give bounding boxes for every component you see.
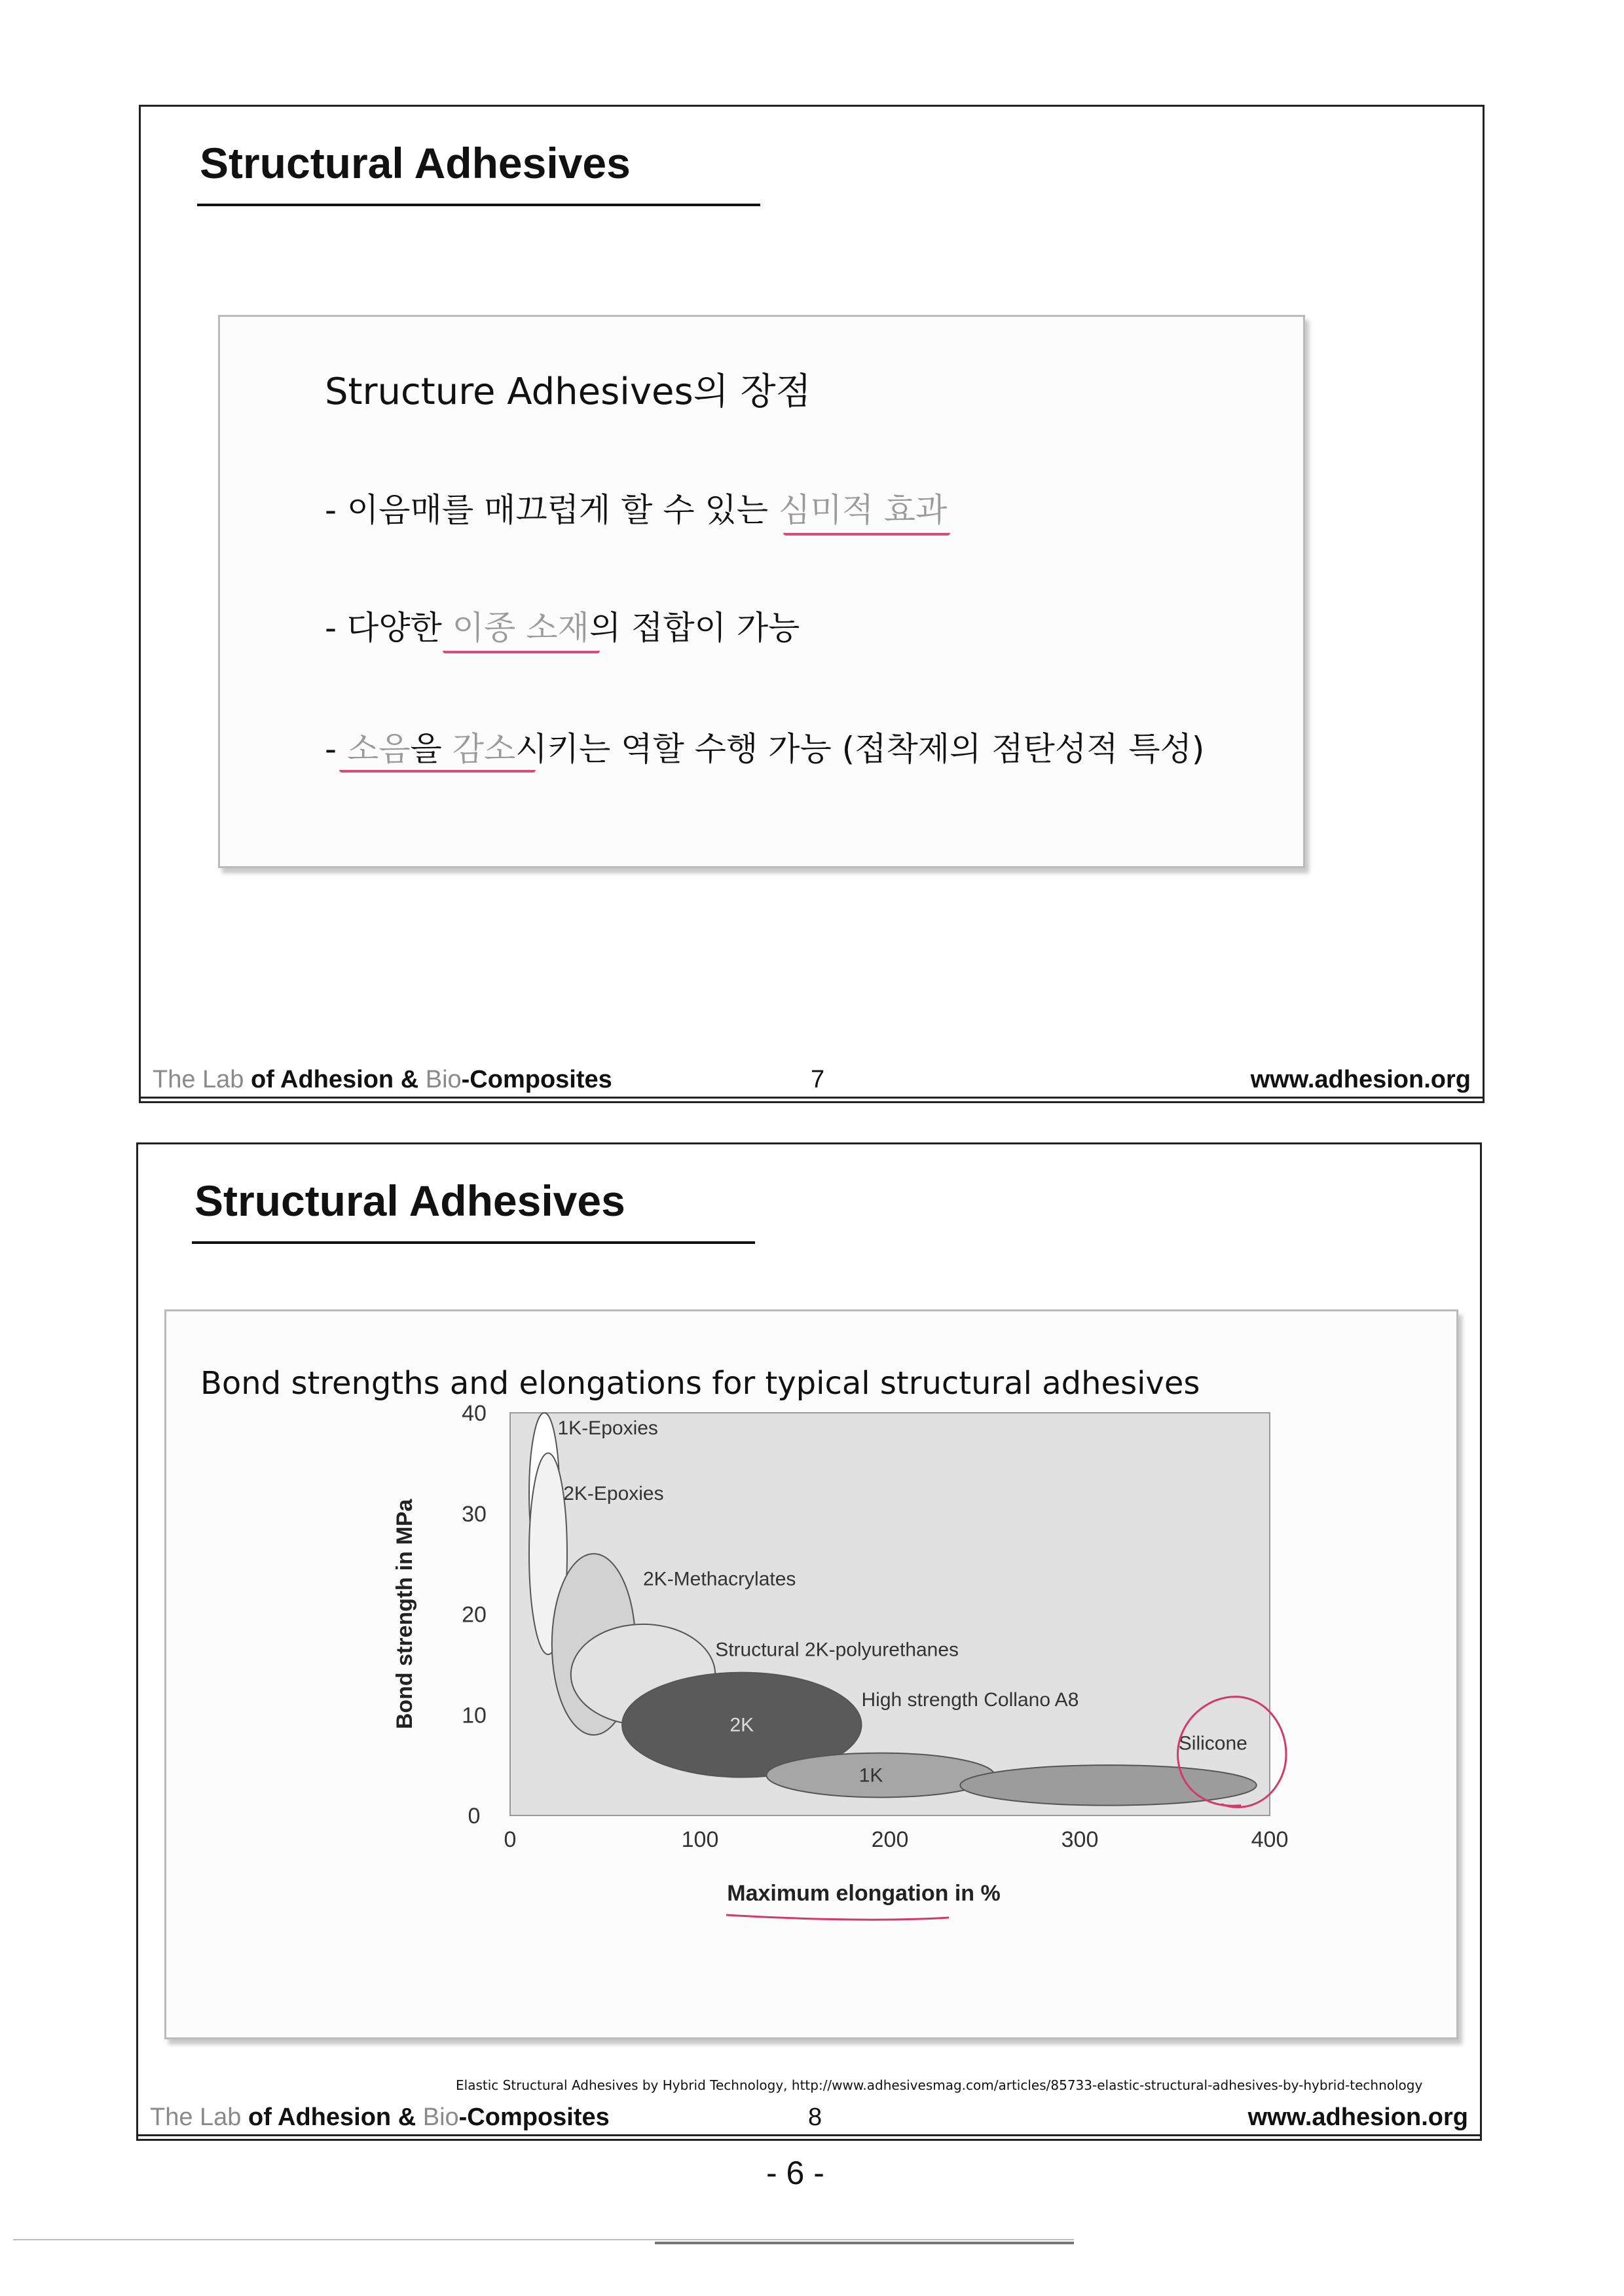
slide-number: 8 — [808, 2104, 822, 2131]
y-tick-label: 10 — [462, 1703, 487, 1728]
x-tick-label: 0 — [504, 1827, 517, 1852]
x-tick-label: 200 — [871, 1827, 909, 1852]
region-unlabeled-7 — [960, 1765, 1256, 1806]
slide-title: Structural Adhesives — [200, 139, 631, 187]
slide-number: 7 — [811, 1066, 825, 1093]
label-2k-epoxies: 2K-Epoxies — [563, 1483, 664, 1504]
pen-underline — [443, 651, 600, 653]
bullet-text: - — [325, 730, 347, 768]
highlight-text: 이종 소재 — [452, 609, 589, 647]
y-tick-label: 0 — [468, 1804, 481, 1829]
highlight-text: 소음 — [346, 730, 411, 768]
label-1k: 1K — [858, 1764, 883, 1787]
pen-underline — [726, 1915, 949, 1920]
slide-8 — [136, 1142, 1482, 2141]
bond-strength-chart — [166, 1396, 1450, 2051]
source-citation: Elastic Structural Adhesives by Hybrid Technology, http://www.adhesivesmag.com/articles/85733-elastic-structural-adhesives-by-hybrid-technology — [456, 2077, 1423, 2093]
bullet-aesthetic — [325, 484, 947, 531]
label-2k-methacrylates: 2K-Methacrylates — [643, 1568, 796, 1590]
scan-edge-line — [13, 2239, 1074, 2240]
bullet-noise-reduction — [325, 723, 1204, 770]
lab-name: The Lab of Adhesion & Bio-Composites — [153, 1066, 612, 1093]
page-number: - 6 - — [766, 2155, 824, 2191]
chart-panel — [164, 1309, 1458, 2039]
pen-underline — [339, 770, 536, 773]
highlight-text: 감소 — [452, 730, 516, 768]
panel-heading: Bond strengths and elongations for typical structural adhesives — [200, 1365, 1200, 1402]
footer-rule — [138, 2134, 1480, 2136]
panel-heading: Structure Adhesives의 장점 — [325, 371, 811, 413]
content-panel — [218, 315, 1305, 868]
bullet-text-end: 의 접합이 가능 — [589, 609, 800, 647]
website-url: www.adhesion.org — [1250, 1066, 1471, 1093]
label-structural-2k-polyurethanes: Structural 2K-polyurethanes — [715, 1639, 959, 1661]
x-tick-label: 100 — [681, 1827, 719, 1852]
footer-rule — [141, 1097, 1483, 1099]
scan-edge-line — [655, 2242, 1074, 2244]
slide-7 — [139, 105, 1485, 1103]
y-axis-label: Bond strength in MPa — [392, 1499, 417, 1730]
title-underline — [197, 204, 760, 206]
label-1k-epoxies: 1K-Epoxies — [557, 1417, 658, 1440]
x-tick-label: 400 — [1251, 1827, 1289, 1852]
y-tick-label: 20 — [462, 1602, 487, 1628]
label-high-strength-collano-a8: High strength Collano A8 — [861, 1689, 1079, 1711]
pen-underline — [783, 533, 950, 536]
label-silicone: Silicone — [1178, 1732, 1247, 1755]
x-tick-label: 300 — [1061, 1827, 1099, 1852]
bullet-text-mid: 을 — [410, 730, 452, 768]
title-underline — [192, 1241, 755, 1244]
x-axis-label: Maximum elongation in % — [727, 1881, 1001, 1906]
slide-title: Structural Adhesives — [194, 1176, 625, 1225]
bullet-text: - 다양한 — [325, 609, 452, 647]
label-2k: 2K — [729, 1714, 754, 1736]
y-tick-label: 30 — [462, 1501, 487, 1527]
bullet-text-end: 시키는 역할 수행 가능 (접착제의 점탄성적 특성) — [515, 730, 1205, 768]
website-url: www.adhesion.org — [1247, 2104, 1468, 2131]
y-tick-label: 40 — [462, 1401, 487, 1426]
bullet-text: - 이음매를 매끄럽게 할 수 있는 — [325, 491, 779, 529]
lab-name: The Lab of Adhesion & Bio-Composites — [150, 2104, 610, 2131]
bullet-dissimilar-materials — [325, 602, 800, 649]
highlight-text: 심미적 효과 — [779, 491, 948, 529]
